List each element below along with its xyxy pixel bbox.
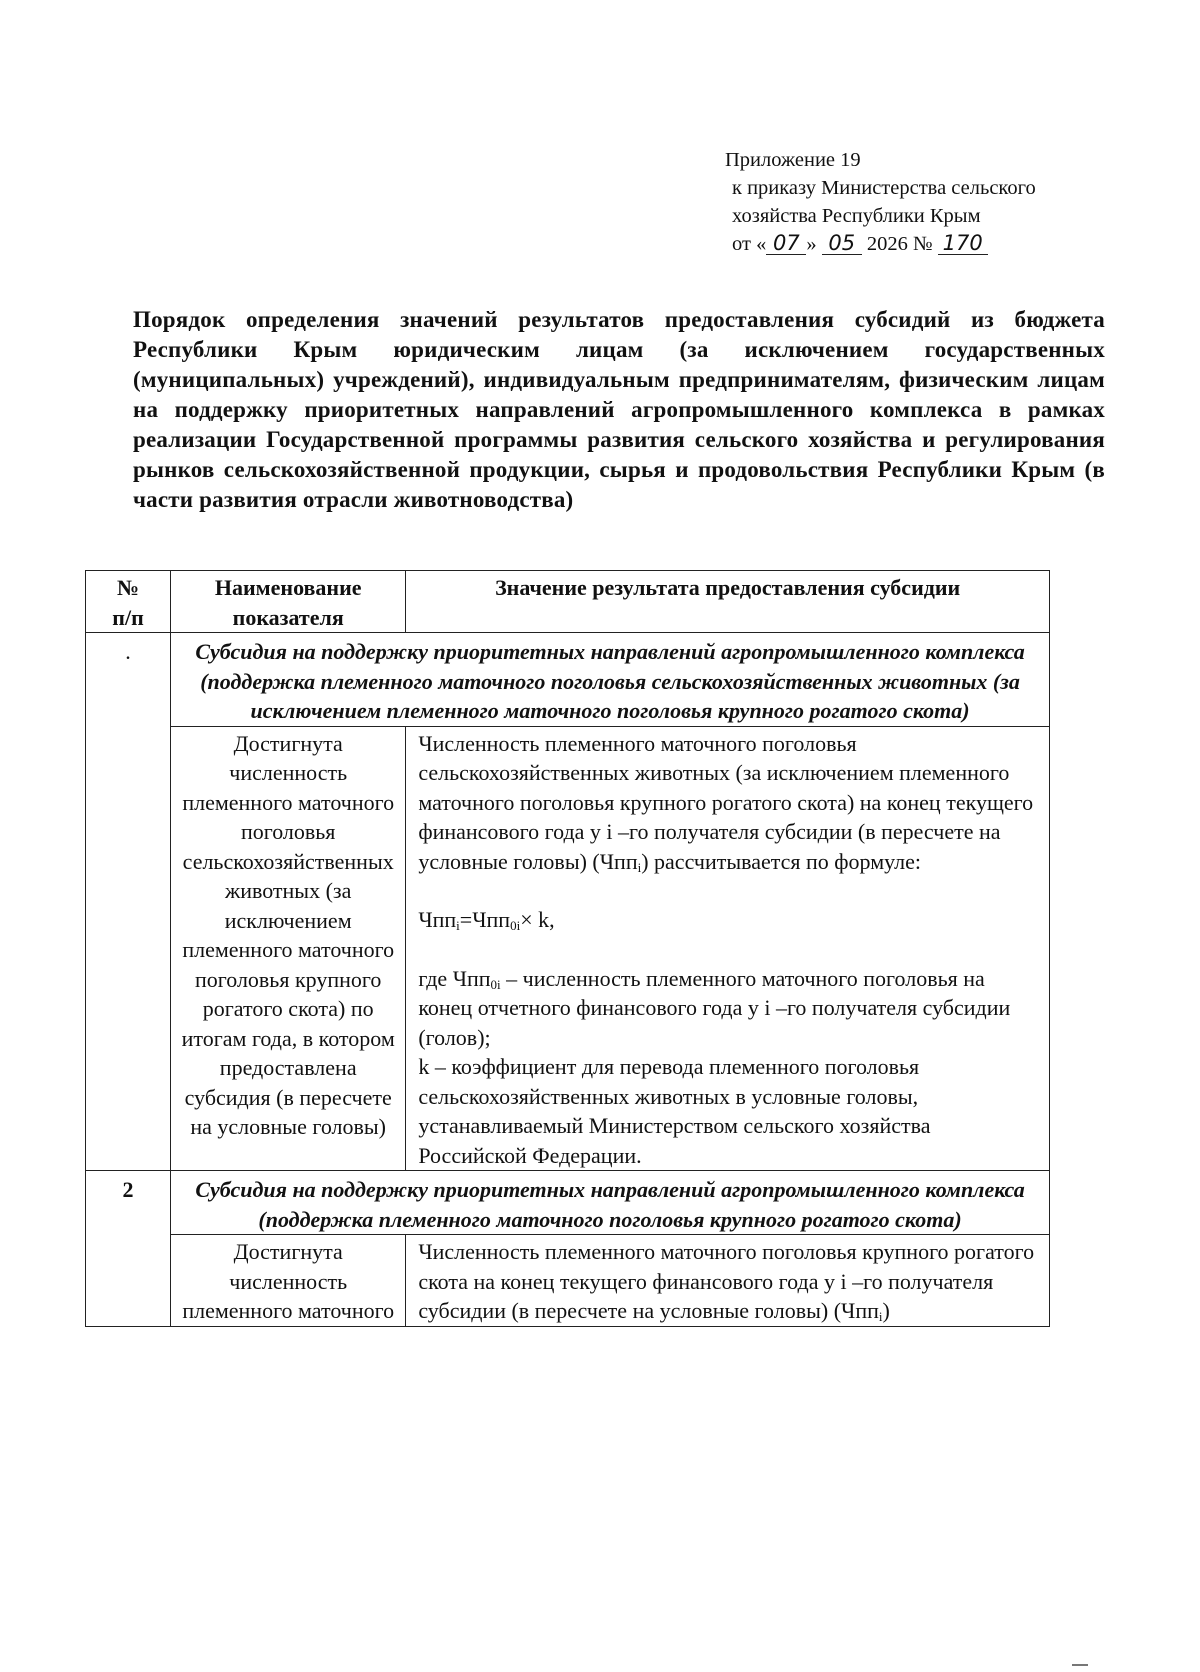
header-value: Значение результата предоставления субсидии [406,571,1050,633]
scan-mark [1072,1664,1088,1666]
appendix-ministry-line: хозяйства Республики Крым [732,205,981,227]
table-row-2 [86,1235,1050,1327]
section-row-1 [86,633,1050,727]
date-prefix: от « [732,233,767,255]
number-label: № [912,233,933,255]
date-day-handwritten: 07 [766,232,806,255]
row-1-description: Численность племенного маточного поголовья сельскохозяйственных животных (за исключением племенного маточного поголовья крупного рогатого скота) на конец текущего финансового года у i –го получателя субсидии (в пересчете на условные головы) (Чпп$_i$) рассчитывается по формуле: [418,730,1034,875]
section-title-1: Субсидия на поддержку приоритетных направлений агропромышленного комплекса (поддержка племенного маточного поголовья сельскохозяйственных животных (за исключением племенного маточного поголовья крупного рогатого скота) [171,633,1050,727]
row-1-formula: Чпп$_i$=Чпп$_{0i}$× k, [418,907,555,933]
table-header-row [86,571,1050,633]
row-2-description: Численность племенного маточного поголовья крупного рогатого скота на конец текущего финансового года у i –го получателя субсидии (в пересчете на условные головы) (Чпп$_i$) [418,1239,1035,1324]
header-name [171,571,406,633]
row-1-k-definition: k – коэффициент для перевода племенного поголовья сельскохозяйственных животных в условные головы, устанавливаемый Министерством сельского хозяйства Российской Федерации. [418,1054,931,1168]
date-month-handwritten: 05 [822,232,862,255]
date-year: 2026 [866,233,908,255]
header-num [86,571,171,633]
header-num-line1: № [116,575,140,600]
appendix-date-line [732,230,1106,258]
section-row-2 [86,1171,1050,1235]
appendix-title: Приложение 19 [725,149,861,171]
row-1-where-clause: где Чпп$_{0i}$ – численность племенного маточного поголовья на конец отчетного финансового года у i –го получателя субсидии (голов); [418,965,1011,1050]
section-title-2: Субсидия на поддержку приоритетных направлений агропромышленного комплекса (поддержка племенного маточного поголовья крупного рогатого скота) [171,1171,1050,1235]
date-mid: » [806,233,817,255]
row-1-indicator-value [406,726,1050,1171]
appendix-block [726,146,1106,258]
row-2-indicator-name: Достигнута численность племенного маточного [171,1235,406,1327]
order-number-handwritten: 170 [938,232,988,255]
appendix-order-line: к приказу Министерства сельского [732,177,1036,199]
header-name-line1: Наименование [214,575,362,600]
results-table [85,570,1050,1327]
header-name-line2: показателя [232,604,344,630]
table-row-1 [86,726,1050,1171]
row-1-indicator-name: Достигнута численность племенного маточного поголовья сельскохозяйственных животных (за исключением племенного маточного поголовья крупного рогатого скота) по итогам года, в котором предоставлена субсидия (в пересчете на условные головы) [171,726,406,1171]
header-num-line2: п/п [112,604,144,630]
row-2-indicator-value [406,1235,1050,1327]
row-1-num: . [86,633,171,1171]
row-2-num: 2 [86,1171,171,1327]
document-title: Порядок определения значений результатов предоставления субсидий из бюджета Республики Крым юридическим лицам (за исключением государственных (муниципальных) учреждений), индивидуальным предпринимателям, физическим лицам на поддержку приоритетных направлений агропромышленного комплекса в рамках реализации Государственной программы развития сельского хозяйства и регулирования рынков сельскохозяйственной продукции, сырья и продовольствия Республики Крым (в части развития отрасли животноводства) [133,307,1105,512]
